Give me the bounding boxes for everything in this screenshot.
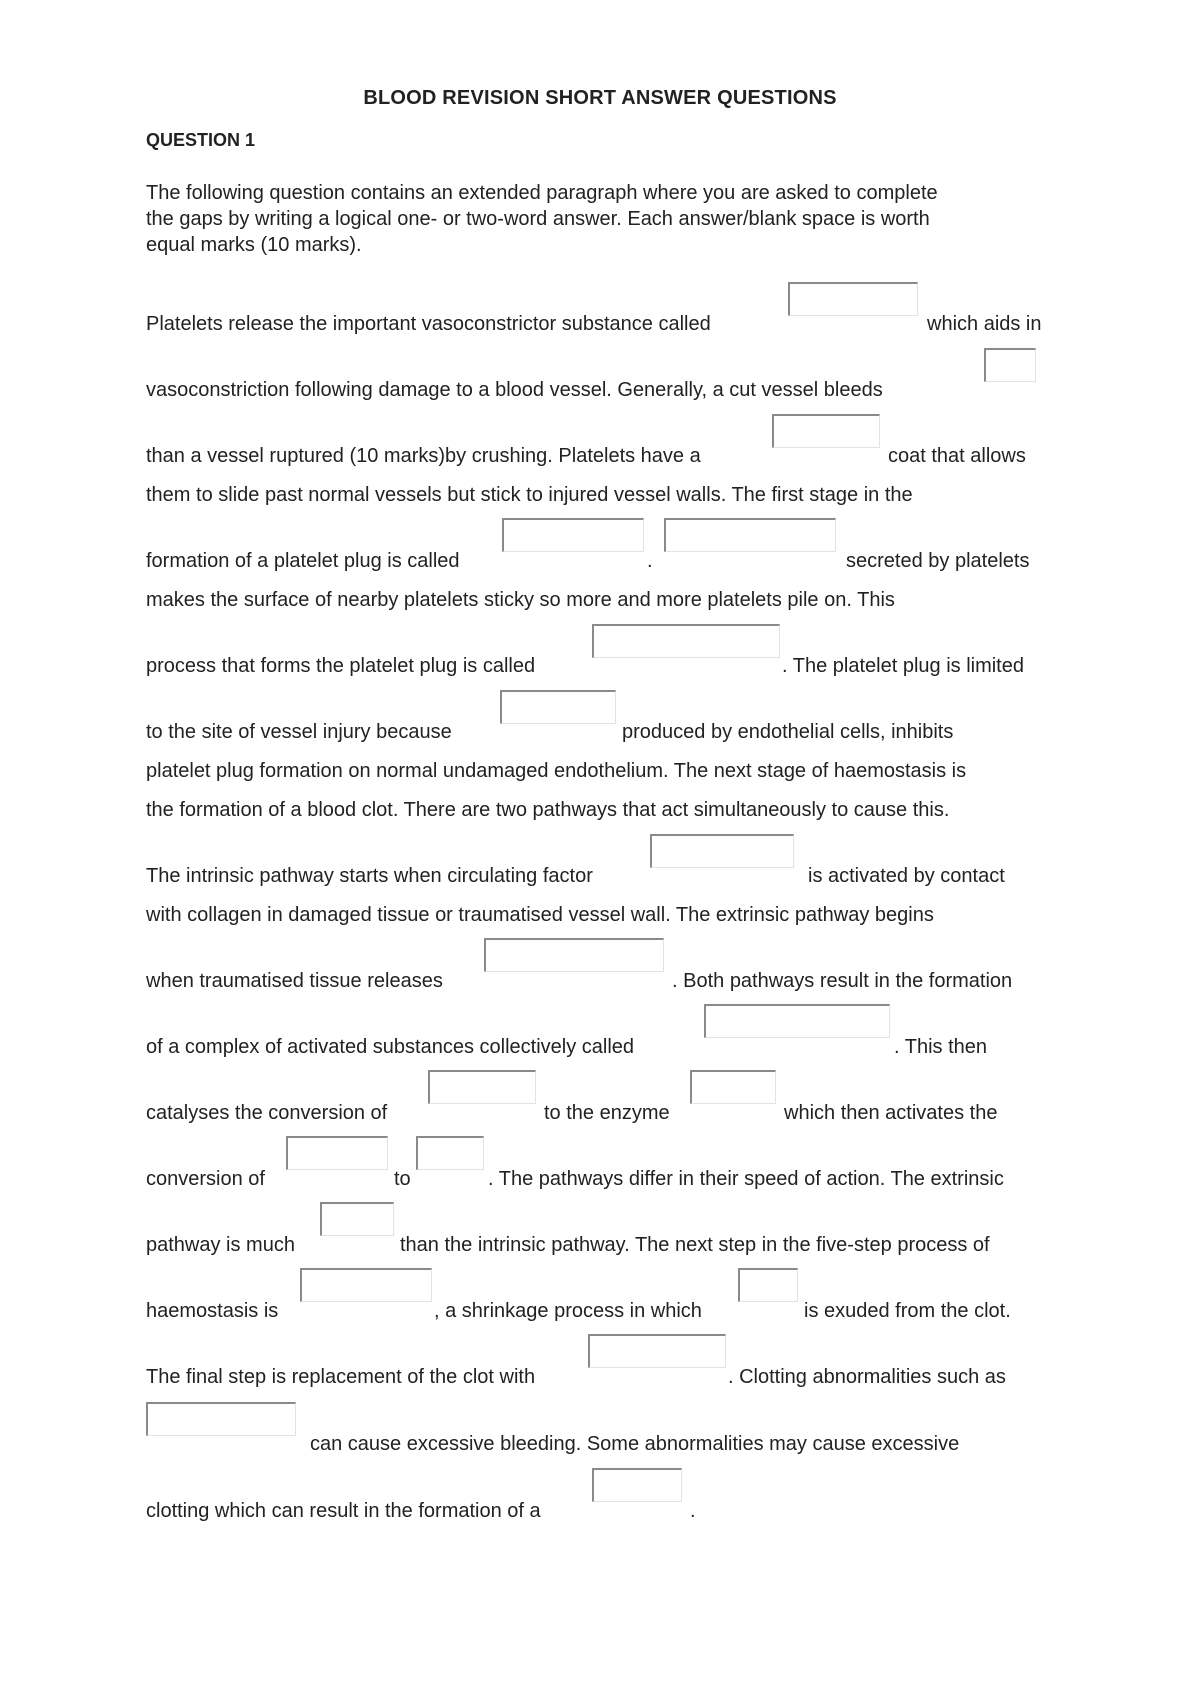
passage-text: when traumatised tissue releases (146, 970, 443, 992)
passage-text: . The platelet plug is limited (782, 655, 1024, 677)
answer-blank[interactable] (300, 1268, 432, 1302)
passage-text: to (394, 1168, 411, 1190)
passage-text: . The pathways differ in their speed of action. The extrinsic (488, 1168, 1004, 1190)
passage-text: . Clotting abnormalities such as (728, 1366, 1006, 1388)
passage-text: , a shrinkage process in which (434, 1300, 702, 1322)
passage-text: haemostasis is (146, 1300, 279, 1322)
passage-text: catalyses the conversion of (146, 1102, 388, 1124)
passage-text: with collagen in damaged tissue or traumatised vessel wall. The extrinsic pathway begins (146, 904, 934, 926)
passage-text: pathway is much (146, 1234, 295, 1256)
passage-text: than a vessel ruptured (10 marks)by crushing. Platelets have a (146, 445, 701, 467)
passage-text: is activated by contact (808, 865, 1005, 887)
answer-blank[interactable] (428, 1070, 536, 1104)
passage-text: secreted by platelets (846, 550, 1030, 572)
answer-blank[interactable] (320, 1202, 394, 1236)
passage-text: . (690, 1500, 696, 1522)
answer-blank[interactable] (984, 348, 1036, 382)
answer-blank[interactable] (146, 1402, 296, 1436)
passage-text: Platelets release the important vasoconstrictor substance called (146, 313, 711, 335)
passage-text: which aids in (927, 313, 1042, 335)
passage-text: clotting which can result in the formation of a (146, 1500, 541, 1522)
answer-blank[interactable] (664, 518, 836, 552)
passage-text: . This then (894, 1036, 988, 1058)
answer-blank[interactable] (738, 1268, 798, 1302)
answer-blank[interactable] (650, 834, 794, 868)
passage-text: The intrinsic pathway starts when circulating factor (146, 865, 593, 887)
passage-text: to the enzyme (544, 1102, 670, 1124)
instructions (146, 180, 1066, 258)
instructions-line: equal marks (10 marks). (146, 234, 362, 256)
passage-text: process that forms the platelet plug is called (146, 655, 536, 677)
document-title: BLOOD REVISION SHORT ANSWER QUESTIONS (363, 87, 837, 109)
passage-text: the formation of a blood clot. There are two pathways that act simultaneously to cause this. (146, 799, 950, 821)
passage-text: which then activates the (784, 1102, 998, 1124)
answer-blank[interactable] (502, 518, 644, 552)
passage-text: conversion of (146, 1168, 265, 1190)
instructions-line: the gaps by writing a logical one- or two-word answer. Each answer/blank space is worth (146, 208, 930, 230)
answer-blank[interactable] (416, 1136, 484, 1170)
question-heading: QUESTION 1 (146, 130, 256, 150)
passage-text: produced by endothelial cells, inhibits (622, 721, 954, 743)
passage-text: can cause excessive bleeding. Some abnormalities may cause excessive (310, 1433, 960, 1455)
passage-text: makes the surface of nearby platelets sticky so more and more platelets pile on. This (146, 589, 895, 611)
answer-blank[interactable] (484, 938, 664, 972)
passage-text: than the intrinsic pathway. The next step in the five-step process of (400, 1234, 990, 1256)
passage-text: them to slide past normal vessels but stick to injured vessel walls. The first stage in the (146, 484, 913, 506)
answer-blank[interactable] (704, 1004, 890, 1038)
answer-blank[interactable] (592, 1468, 682, 1502)
answer-blank[interactable] (772, 414, 880, 448)
answer-blank[interactable] (588, 1334, 726, 1368)
passage-text: platelet plug formation on normal undamaged endothelium. The next stage of haemostasis is (146, 760, 967, 782)
passage-text: The final step is replacement of the clot with (146, 1366, 536, 1388)
passage-text: vasoconstriction following damage to a blood vessel. Generally, a cut vessel bleeds (146, 379, 883, 401)
passage-text: . Both pathways result in the formation (672, 970, 1013, 992)
answer-blank[interactable] (788, 282, 918, 316)
answer-blank[interactable] (286, 1136, 388, 1170)
answer-blank[interactable] (690, 1070, 776, 1104)
passage-text: of a complex of activated substances collectively called (146, 1036, 635, 1058)
passage-text: formation of a platelet plug is called (146, 550, 460, 572)
passage-text: to the site of vessel injury because (146, 721, 452, 743)
instructions-line: The following question contains an extended paragraph where you are asked to complete (146, 182, 938, 204)
answer-blank[interactable] (592, 624, 780, 658)
passage-text: is exuded from the clot. (804, 1300, 1011, 1322)
passage-text: . (647, 550, 653, 572)
answer-blank[interactable] (500, 690, 616, 724)
passage-text: coat that allows (888, 445, 1026, 467)
